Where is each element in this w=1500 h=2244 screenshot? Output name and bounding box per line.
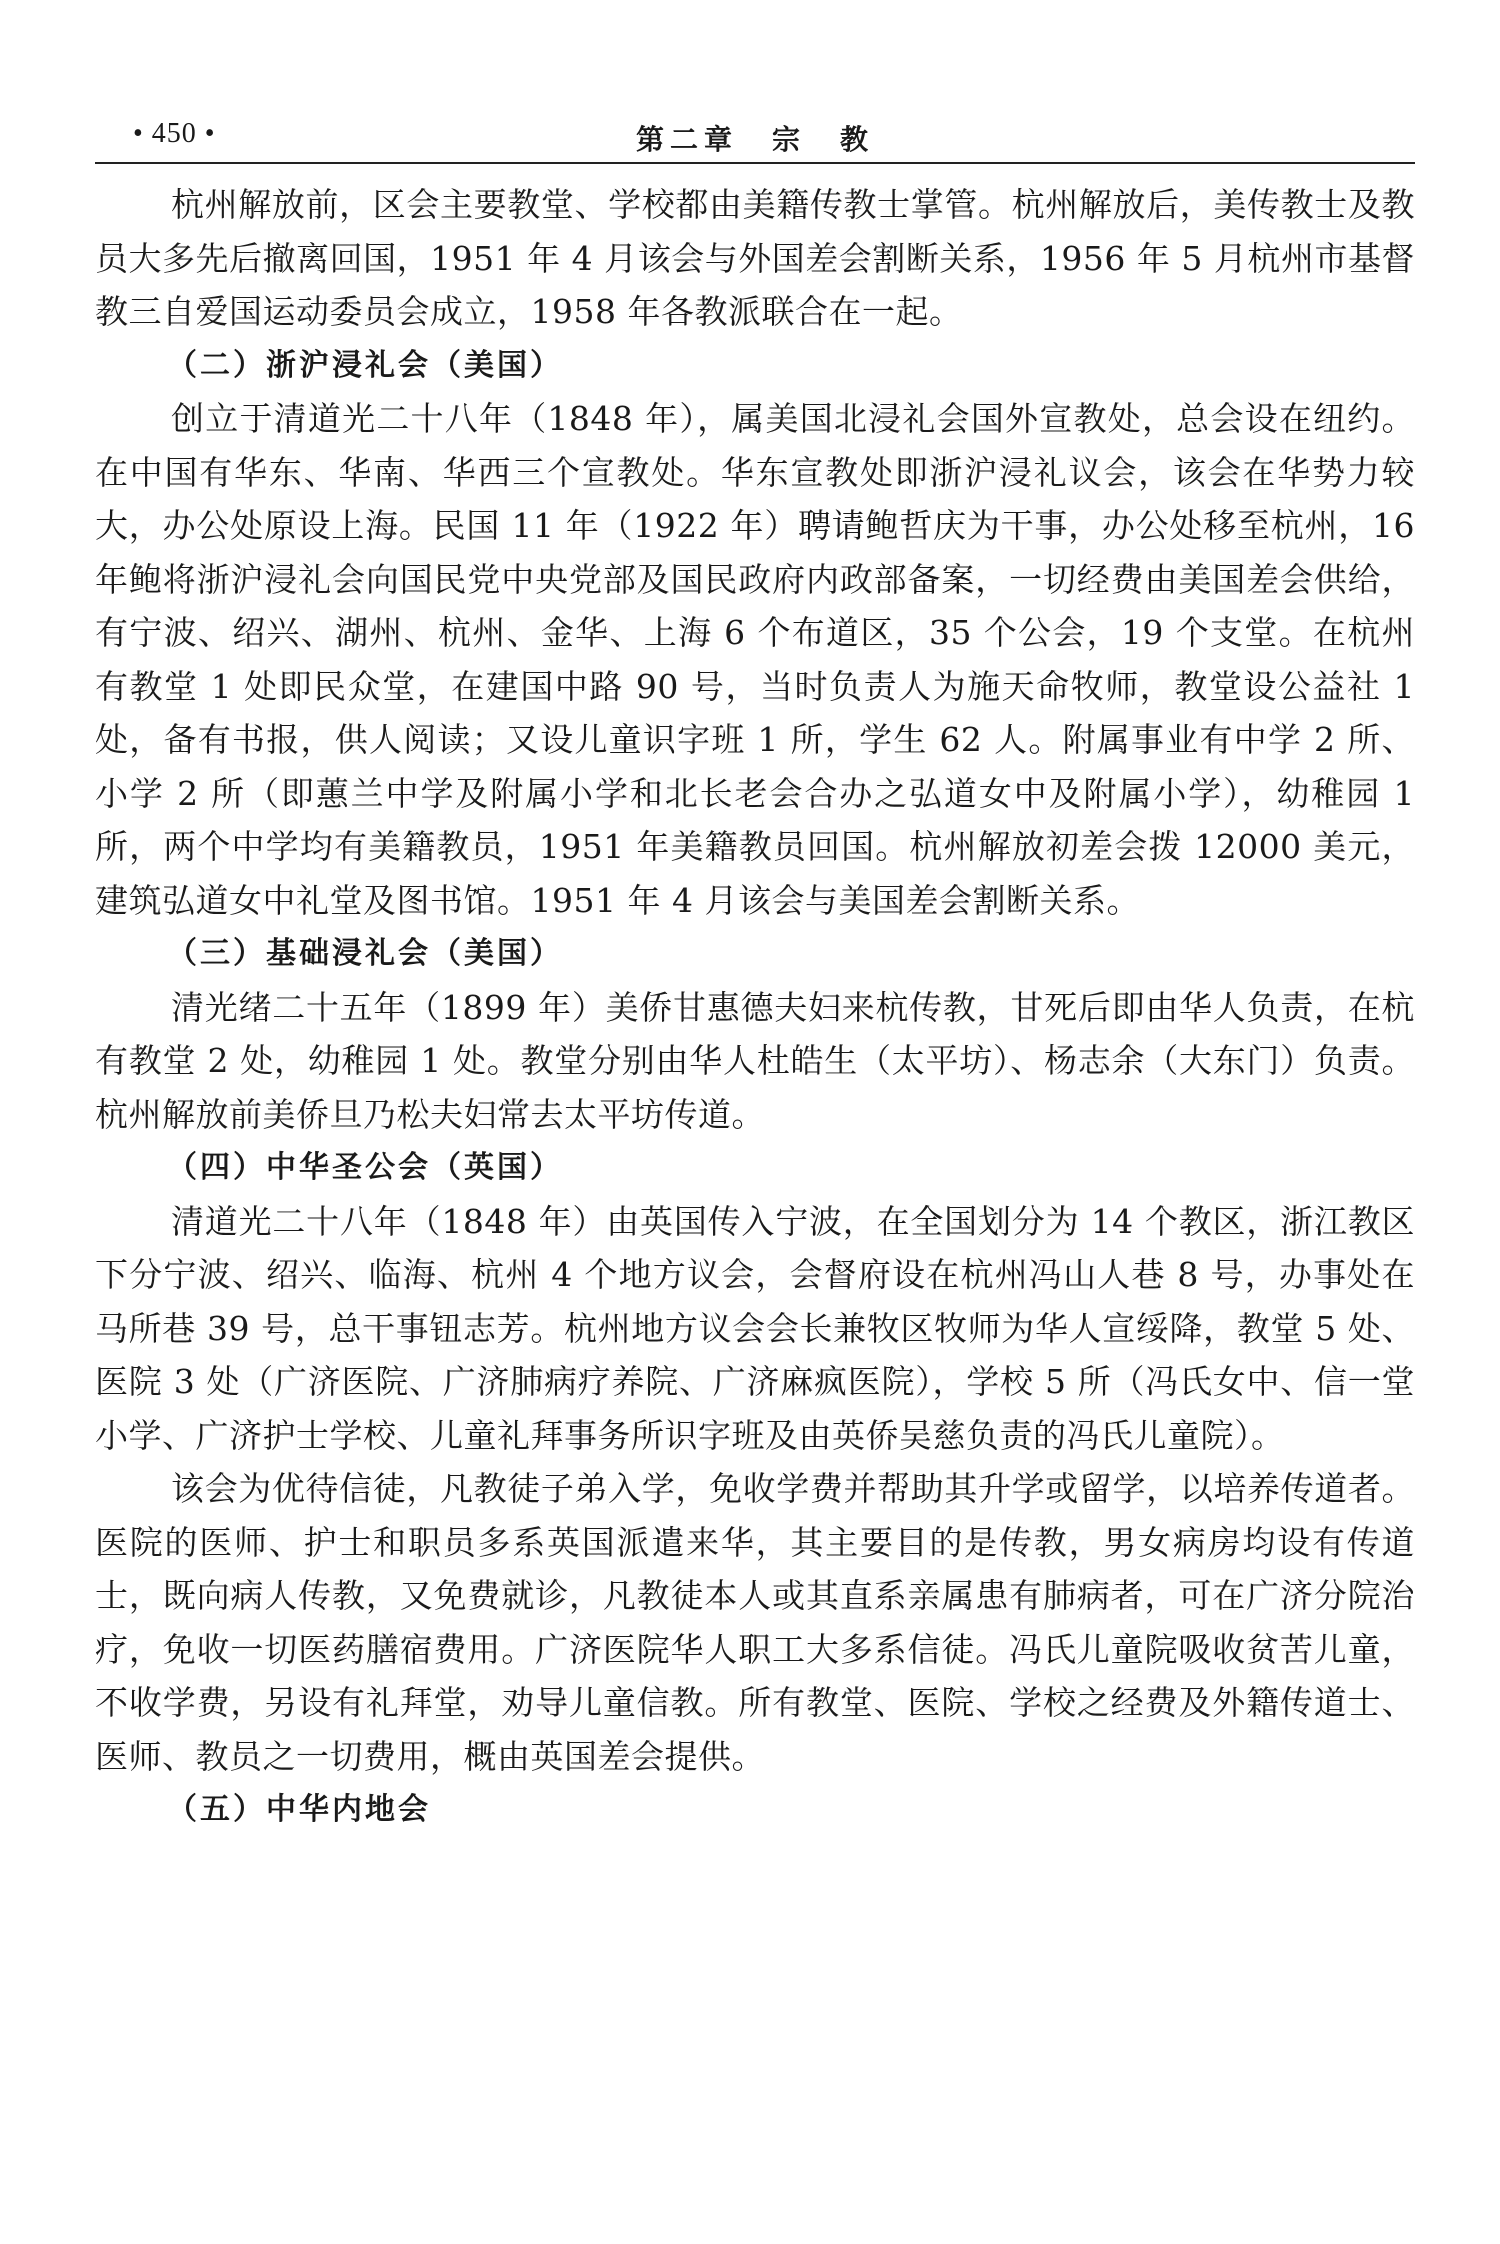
running-title: 第二章 宗 教 — [635, 123, 874, 156]
page-number: • 450 • — [133, 118, 216, 149]
page-header — [95, 110, 1415, 160]
paragraph: 该会为优待信徒，凡教徒子弟入学，免收学费并帮助其升学或留学，以培养传道者。医院的医师、护士和职员多系英国派遣来华，其主要目的是传教，男女病房均设有传道士，既向病人传教，又免费就诊，凡教徒本人或其直系亲属患有肺病者，可在广济分院治疗，免收一切医药膳宿费用。广济医院华人职工大多系信徒。冯氏儿童院吸收贫苦儿童，不收学费，另设有礼拜堂，劝导儿童信教。所有教堂、医院、学校之经费及外籍传道士、医师、教员之一切费用，概由英国差会提供。 — [95, 1469, 1415, 1776]
paragraph: 清光绪二十五年（1899 年）美侨甘惠德夫妇来杭传教，甘死后即由华人负责，在杭有教堂 2 处，幼稚园 1 处。教堂分别由华人杜皓生（太平坊）、杨志余（大东门）负责。杭州解放前美侨旦乃松夫妇常去太平坊传道。 — [95, 987, 1415, 1134]
header-rule — [95, 162, 1415, 164]
section-heading: （二）浙沪浸礼会（美国） — [167, 347, 563, 383]
section-heading: （三）基础浸礼会（美国） — [167, 936, 563, 971]
paragraph: 创立于清道光二十八年（1848 年），属美国北浸礼会国外宣教处，总会设在纽约。在中国有华东、华南、华西三个宣教处。华东宣教处即浙沪浸礼议会，该会在华势力较大，办公处原设上海。民国 11 年（1922 年）聘请鲍哲庆为干事，办公处移至杭州，16 年鲍将浙沪浸礼会向国民党中央党部及国民政府内政部备案，一切经费由美国差会供给，有宁波、绍兴、湖州、杭州、金华、上海 6 个布道区，35 个公会，19 个支堂。在杭州有教堂 1 处即民众堂，在建国中路 90 号，当时负责人为施天命牧师，教堂设公益社 1 处，备有书报，供人阅读；又设儿童识字班 1 所，学生 62 人。附属事业有中学 2 所、小学 2 所（即蕙兰中学及附属小学和北长老会合办之弘道女中及附属小学），幼稚园 1 所，两个中学均有美籍教员，1951 年美籍教员回国。杭州解放初差会拨 12000 美元，建筑弘道女中礼堂及图书馆。1951 年 4 月该会与美国差会割断关系。 — [95, 399, 1415, 920]
body-text — [95, 178, 1415, 1837]
paragraph: 清道光二十八年（1848 年）由英国传入宁波，在全国划分为 14 个教区，浙江教区下分宁波、绍兴、临海、杭州 4 个地方议会，会督府设在杭州冯山人巷 8 号，办事处在马所巷 39 号，总干事钮志芳。杭州地方议会会长兼牧区牧师为华人宣绥降，教堂 5 处、医院 3 处（广济医院、广济肺病疗养院、广济麻疯医院），学校 5 所（冯氏女中、信一堂小学、广济护士学校、儿童礼拜事务所识字班及由英侨吴慈负责的冯氏儿童院）。 — [95, 1201, 1415, 1455]
section-heading: （五）中华内地会 — [167, 1792, 431, 1827]
section-heading: （四）中华圣公会（英国） — [167, 1150, 563, 1185]
paragraph: 杭州解放前，区会主要教堂、学校都由美籍传教士掌管。杭州解放后，美传教士及教员大多先后撤离回国，1951 年 4 月该会与外国差会割断关系，1956 年 5 月杭州市基督教三自爱国运动委员会成立，1958 年各教派联合在一起。 — [95, 185, 1415, 331]
